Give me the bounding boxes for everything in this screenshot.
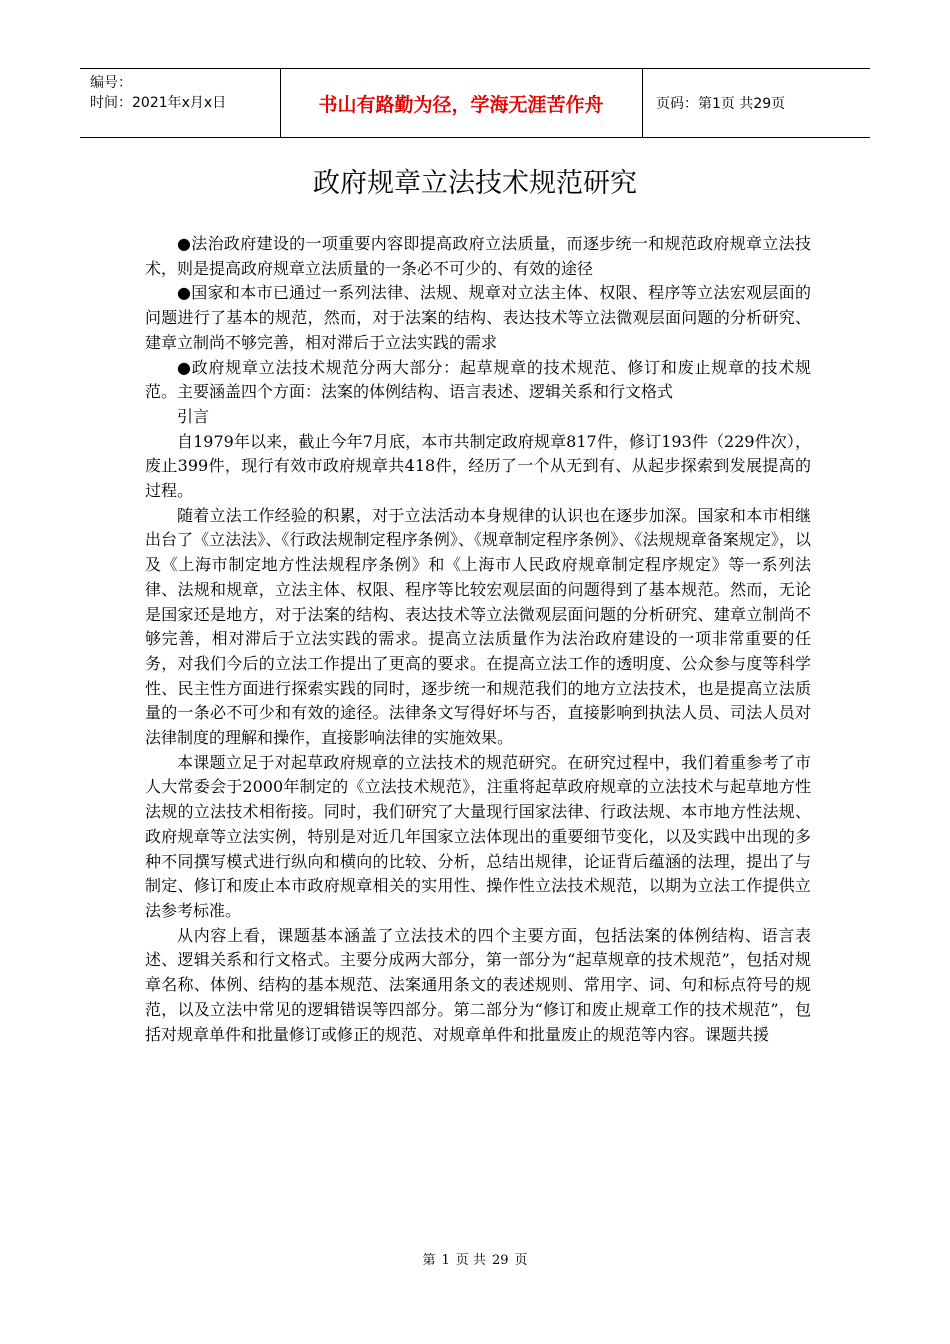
paragraph: ●法治政府建设的一项重要内容即提高政府立法质量，而逐步统一和规范政府规章立法技术，则是提高政府规章立法质量的一条必不可少的、有效的途径 [145,234,811,278]
page-footer [0,1249,950,1268]
paragraph: ●政府规章立法技术规范分两大部分：起草规章的技术规范、修订和废止规章的技术规范。主要涵盖四个方面：法案的体例结构、语言表述、逻辑关系和行文格式 [145,357,811,402]
section-heading: 引言 [177,406,210,426]
paragraph: 自1979年以来，截止今年7月底，本市共制定政府规章817件，修订193件（229件次），废止399件，现行有效市政府规章共418件，经历了一个从无到有、从起步探索到发展提高的过程。 [145,431,811,501]
header-motto: 书山有路勤为径，学海无涯苦作舟 [318,93,604,116]
footer-prefix: 第 [422,1253,436,1268]
header-meta [90,73,226,113]
document-title: 政府规章立法技术规范研究 [313,168,637,199]
page-header [80,68,870,138]
document-date: 时间：2021年x月x日 [90,95,227,111]
paragraph: ●国家和本市已通过一系列法律、法规、规章对立法主体、权限、程序等立法宏观层面的问题进行了基本的规范，然而，对于法案的结构、表达技术等立法微观层面问题的分析研究、建章立制尚不够完善，相对滞后于立法实践的需求 [145,283,811,352]
header-page-number: 页码：第1页 共29页 [656,96,786,112]
footer-middle: 页 共 [455,1253,486,1268]
footer-page: 1 [441,1253,450,1268]
paragraph: 随着立法工作经验的积累，对于立法活动本身规律的认识也在逐步加深。国家和本市相继出台了《立法法》、《行政法规制定程序条例》、《规章制定程序条例》、《法规规章备案规定》，以及《上海市制定地方性法规程序条例》和《上海市人民政府规章制定程序规定》等一系列法律、法规和规章，立法主体、权限、程序等比较宏观层面的问题得到了基本规范。然而，无论是国家还是地方，对于法案的结构、表达技术等立法微观层面问题的分析研究、建章立制尚不够完善，相对滞后于立法实践的需求。提高立法质量作为法治政府建设的一项非常重要的任务，对我们今后的立法工作提出了更高的要求。在提高立法工作的透明度、公众参与度等科学性、民主性方面进行探索实践的同时，逐步统一和规范我们的地方立法技术，也是提高立法质量的一条必不可少和有效的途径。法律条文写得好坏与否，直接影响到执法人员、司法人员对法律制度的理解和操作，直接影响法律的实施效果。 [145,505,811,748]
document-number: 编号： [90,75,132,91]
footer-total: 29 [491,1253,509,1268]
document-body [145,232,811,1047]
paragraph: 本课题立足于对起草政府规章的立法技术的规范研究。在研究过程中，我们着重参考了市人大常委会于2000年制定的《立法技术规范》，注重将起草政府规章的立法技术与起草地方性法规的立法技术相衔接。同时，我们研究了大量现行国家法律、行政法规、本市地方性法规、政府规章等立法实例，特别是对近几年国家立法体现出的重要细节变化，以及实践中出现的多种不同撰写模式进行纵向和横向的比较、分析，总结出规律，论证背后蕴涵的法理，提出了与制定、修订和废止本市政府规章相关的实用性、操作性立法技术规范，以期为立法工作提供立法参考标准。 [145,752,811,920]
paragraph: 从内容上看，课题基本涵盖了立法技术的四个主要方面，包括法案的体例结构、语言表述、逻辑关系和行文格式。主要分成两大部分，第一部分为“起草规章的技术规范”，包括对规章名称、体例、结构的基本规范、法案通用条文的表述规则、常用字、词、句和标点符号的规范，以及立法中常见的逻辑错误等四部分。第二部分为“修订和废止规章工作的技术规范”，包括对规章单件和批量修订或修正的规范、对规章单件和批量废止的规范等内容。课题共援 [145,925,811,1044]
footer-suffix: 页 [514,1253,528,1268]
header-divider [642,69,643,137]
